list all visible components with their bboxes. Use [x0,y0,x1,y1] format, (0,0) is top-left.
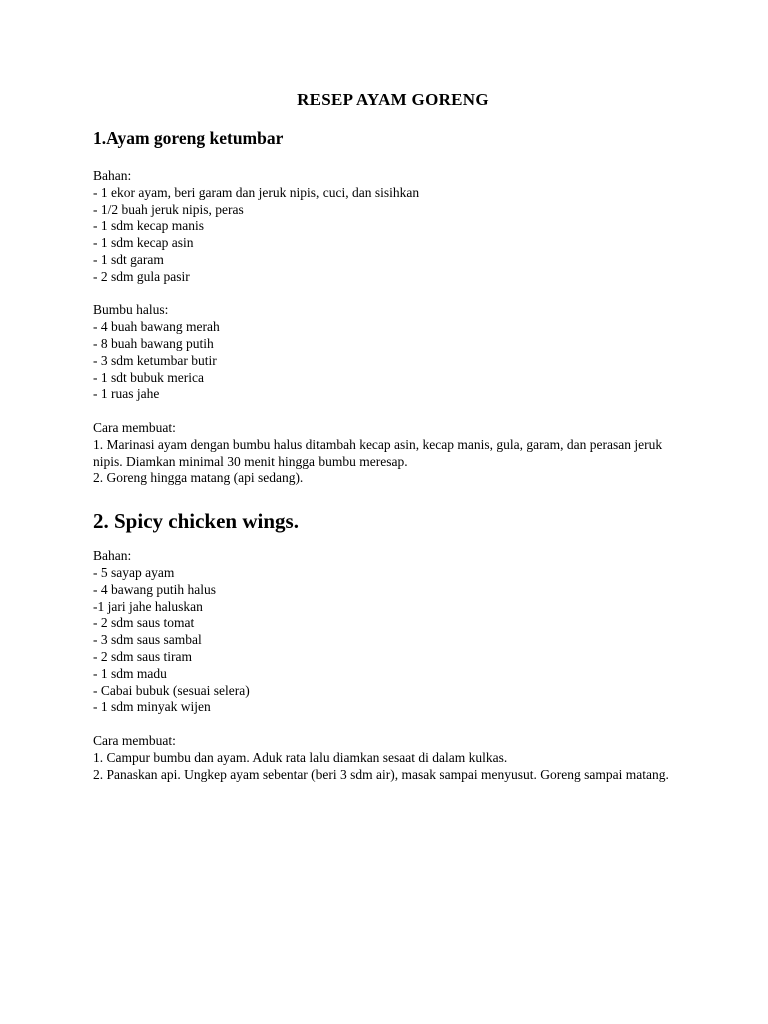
recipe-2-steps [93,733,683,783]
recipe-2-heading: 2. Spicy chicken wings. [93,509,299,534]
spice-item: - 3 sdm ketumbar butir [93,352,217,368]
ingredient-item: - 1 ekor ayam, beri garam dan jeruk nipis, cuci, dan sisihkan [93,184,420,200]
document-page [93,88,683,783]
ingredient-item: - 1 sdt garam [93,251,164,267]
document-title: RESEP AYAM GORENG [297,90,489,109]
ingredient-item: - 3 sdm saus sambal [93,632,202,648]
steps-label: Cara membuat: [93,419,176,435]
recipe-2-ingredients [93,548,683,716]
spice-item: - 1 sdt bubuk merica [93,369,204,385]
ingredient-item: - 1 sdm minyak wijen [93,699,211,715]
recipe-1-ingredients [93,168,683,286]
ingredient-item: - Cabai bubuk (sesuai selera) [93,682,250,698]
ingredient-item: - 1 sdm kecap asin [93,235,194,251]
ingredient-item: - 4 bawang putih halus [93,581,216,597]
ingredient-item: - 5 sayap ayam [93,564,175,580]
recipe-2 [93,506,683,783]
ingredient-item: - 2 sdm gula pasir [93,268,190,284]
ingredients-label: Bahan: [93,168,132,183]
ingredients-label: Bahan: [93,548,132,564]
ingredient-item: - 1 sdm kecap manis [93,218,204,234]
recipe-1-heading: 1.Ayam goreng ketumbar [93,128,284,148]
steps-label: Cara membuat: [93,732,176,748]
recipe-1 [93,126,683,487]
recipe-1-spices [93,302,683,403]
step-item: 2. Panaskan api. Ungkep ayam sebentar (beri 3 sdm air), masak sampai menyusut. Goreng sampai matang. [93,766,669,782]
spice-item: - 4 buah bawang merah [93,319,220,335]
ingredient-item: - 2 sdm saus tomat [93,615,195,631]
recipe-1-steps [93,420,683,487]
step-item: 1. Campur bumbu dan ayam. Aduk rata lalu diamkan sesaat di dalam kulkas. [93,749,508,765]
spice-item: - 8 buah bawang putih [93,335,214,351]
step-item: 1. Marinasi ayam dengan bumbu halus ditambah kecap asin, kecap manis, gula, garam, dan perasan jeruk nipis. Diamkan minimal 30 menit hingga bumbu meresap. [93,436,663,469]
step-item: 2. Goreng hingga matang (api sedang). [93,470,304,486]
spices-label: Bumbu halus: [93,302,169,318]
spice-item: - 1 ruas jahe [93,386,160,402]
ingredient-item: - 1 sdm madu [93,665,167,681]
ingredient-item: - 2 sdm saus tiram [93,648,192,664]
ingredient-item: - 1/2 buah jeruk nipis, peras [93,201,244,217]
ingredient-item: -1 jari jahe haluskan [93,598,203,614]
